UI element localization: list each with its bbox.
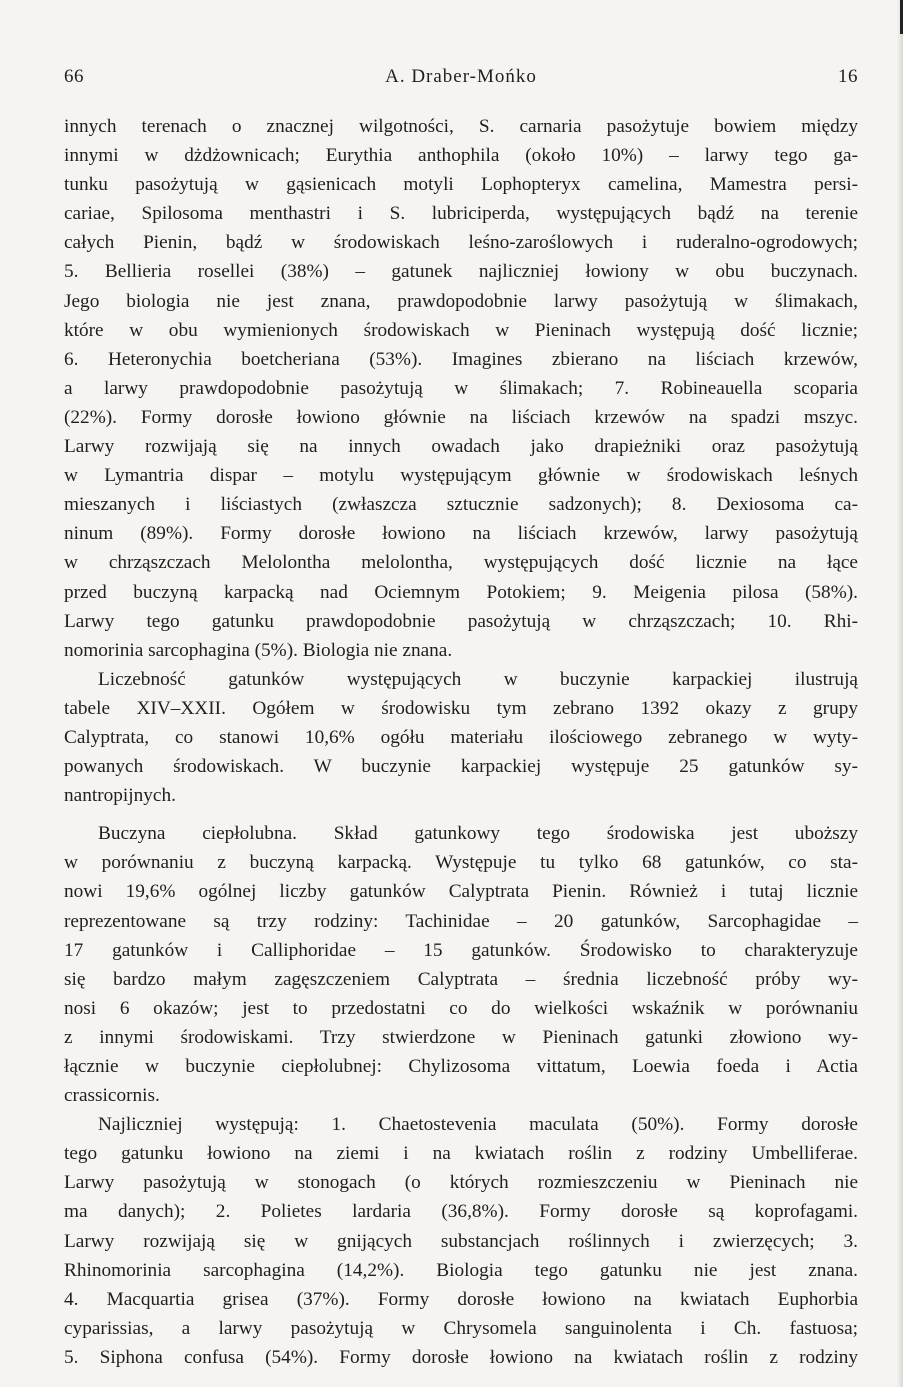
text-line: nosi 6 okazów; jest to przedostatni co do wielkości wskaźnik w porównaniu (64, 997, 858, 1019)
text-line: 5. Bellieria rosellei (38%) – gatunek najliczniej łowiony w obu buczynach. (64, 261, 858, 283)
text-line: reprezentowane są trzy rodziny: Tachinidae – 20 gatunków, Sarcophagidae – (64, 910, 858, 932)
section-start-line: Buczyna ciepłolubna. Skład gatunkowy tego środowiska jest uboższy (98, 823, 858, 845)
text-line: mieszanych i liściastych (zwłaszcza sztucznie sadzonych); 8. Dexiosoma ca- (64, 494, 858, 516)
text-line: Larwy tego gatunku prawdopodobnie pasożytują w chrząszczach; 10. Rhi- (64, 610, 858, 632)
text-line: Jego biologia nie jest znana, prawdopodobnie larwy pasożytują w ślimakach, (64, 290, 858, 312)
text-line: Larwy pasożytują w stonogach (o których rozmieszczeniu w Pieninach nie (64, 1172, 858, 1194)
text-line: powanych środowiskach. W buczynie karpackiej występuje 25 gatunków sy- (64, 756, 858, 778)
text-line: się bardzo małym zagęszczeniem Calyptrata – średnia liczebność próby wy- (64, 968, 858, 990)
text-line: 4. Macquartia grisea (37%). Formy dorosłe łowiono na kwiatach Euphorbia (64, 1288, 858, 1310)
text-line: cyparissias, a larwy pasożytują w Chrysomela sanguinolenta i Ch. fastuosa; (64, 1317, 858, 1339)
text-line: a larwy prawdopodobnie pasożytują w ślimakach; 7. Robineauella scoparia (64, 377, 858, 399)
running-header (64, 66, 858, 94)
text-line: Larwy rozwijają się w gnijących substancjach roślinnych i zwierzęcych; 3. (64, 1230, 858, 1252)
text-line: (22%). Formy dorosłe łowiono głównie na liściach krzewów na spadzi mszyc. (64, 406, 858, 428)
paragraph-gap (64, 810, 858, 819)
text-line: 17 gatunków i Calliphoridae – 15 gatunków. Środowisko to charakteryzuje (64, 939, 858, 961)
text-line: nantropijnych. (64, 785, 176, 807)
text-line: tabele XIV–XXII. Ogółem w środowisku tym zebrano 1392 okazy z grupy (64, 697, 858, 719)
text-line: z innymi środowiskami. Trzy stwierdzone w Pieninach gatunki złowiono wy- (64, 1026, 858, 1048)
text-line: cariae, Spilosoma menthastri i S. lubriciperda, występujących bądź na terenie (64, 203, 858, 225)
paragraph-start-line: Liczebność gatunków występujących w buczynie karpackiej ilustrują (98, 668, 858, 690)
text-line: Rhinomorinia sarcophagina (14,2%). Biologia tego gatunku nie jest znana. (64, 1259, 858, 1281)
text-line: w chrząszczach Melolontha melolontha, występujących dość licznie na łące (64, 552, 858, 574)
text-line: nomorinia sarcophagina (5%). Biologia nie znana. (64, 639, 453, 661)
text-line: łącznie w buczynie ciepłolubnej: Chylizosoma vittatum, Loewia foeda i Actia (64, 1056, 858, 1077)
text-line: crassicornis. (64, 1085, 160, 1107)
text-line: tunku pasożytują w gąsienicach motyli Lophopteryx camelina, Mamestra persi- (64, 174, 858, 196)
body-text (64, 112, 858, 1372)
text-line: ma danych); 2. Polietes lardaria (36,8%). Formy dorosłe są koprofagami. (64, 1201, 858, 1223)
text-line: tego gatunku łowiono na ziemi i na kwiatach roślin z rodziny Umbelliferae. (64, 1143, 858, 1165)
text-line: innych terenach o znacznej wilgotności, S. carnaria pasożytuje bowiem między (64, 116, 858, 137)
text-line: ninum (89%). Formy dorosłe łowiono na liściach krzewów, larwy pasożytują (64, 523, 858, 545)
text-line: 6. Heteronychia boetcheriana (53%). Imagines zbierano na liściach krzewów, (64, 348, 858, 370)
text-line: Calyptrata, co stanowi 10,6% ogółu materiału ilościowego zebranego w wyty- (64, 726, 858, 748)
text-line: nowi 19,6% ogólnej liczby gatunków Calyptrata Pienin. Również i tutaj licznie (64, 881, 858, 903)
text-line: które w obu wymienionych środowiskach w Pieninach występują dość licznie; (64, 319, 858, 341)
text-line: 5. Siphona confusa (54%). Formy dorosłe łowiono na kwiatach roślin z rodziny (64, 1346, 858, 1368)
text-line: Larwy rozwijają się na innych owadach jako drapieżniki oraz pasożytują (64, 436, 858, 458)
text-line: w porównaniu z buczyną karpacką. Występuje tu tylko 68 gatunków, co sta- (64, 852, 858, 874)
text-line: całych Pienin, bądź w środowiskach leśno-zaroślowych i ruderalno-ogrodowych; (64, 232, 858, 254)
paragraph-start-line: Najliczniej występują: 1. Chaetostevenia maculata (50%). Formy dorosłe (98, 1114, 858, 1136)
page-number: 66 (64, 66, 84, 87)
issue-number: 16 (838, 66, 858, 87)
text-line: w Lymantria dispar – motylu występującym głównie w środowiskach leśnych (64, 465, 858, 487)
text-line: przed buczyną karpacką nad Ociemnym Potokiem; 9. Meigenia pilosa (58%). (64, 581, 858, 603)
running-head-author: A. Draber-Mońko (385, 66, 537, 87)
page-edge-shadow (897, 0, 903, 1387)
text-line: innymi w dżdżownicach; Eurythia anthophila (około 10%) – larwy tego ga- (64, 145, 858, 167)
